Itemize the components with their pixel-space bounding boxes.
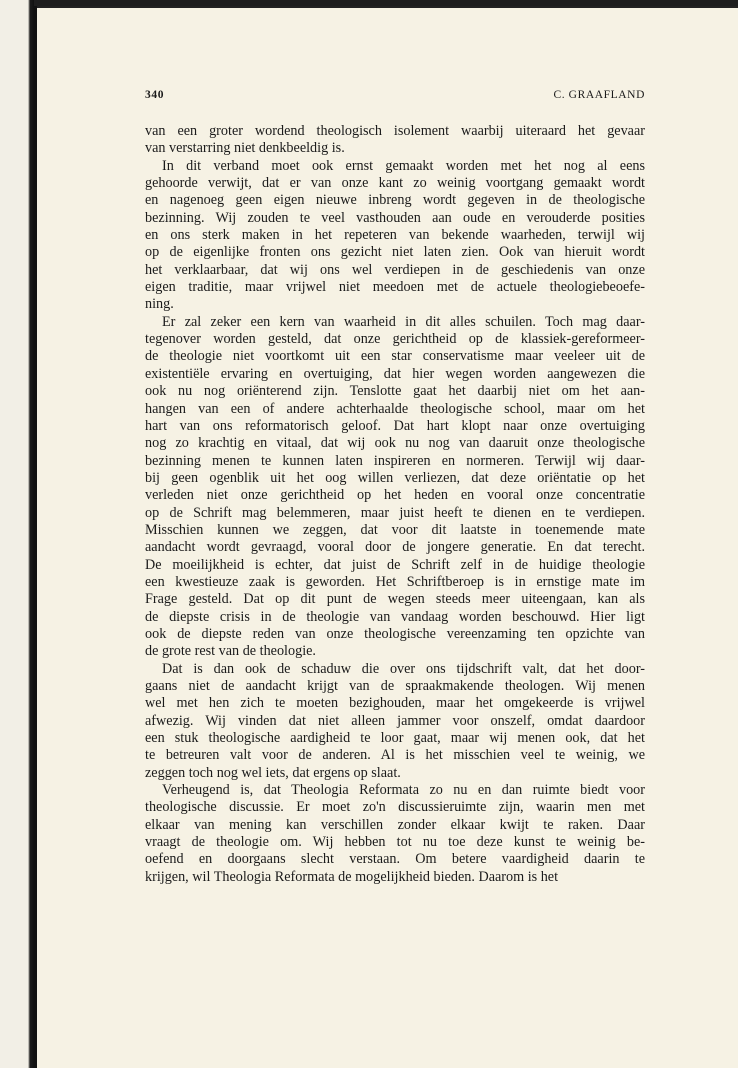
page-number: 340 (145, 89, 165, 101)
text-line: bij geen ogenblik uit het oog willen verliezen, dat deze oriëntatie op het (145, 469, 645, 486)
running-head (145, 89, 645, 107)
text-line: krijgen, wil Theologia Reformata de mogelijkheid bieden. Daarom is het (145, 868, 559, 885)
text-line: gaans niet de aandacht krijgt van de spraakmakende theologen. Wij menen (145, 678, 645, 694)
text-line: bezinning menen te kunnen laten inspireren en normeren. Terwijl wij daar- (145, 452, 645, 469)
text-line: de theologie niet voortkomt uit een star conservatisme maar veeleer uit de (145, 348, 645, 365)
text-line: nog zo krachtig en vitaal, dat wij ook nu nog van daaruit onze theologische (145, 435, 645, 452)
text-line: Frage gesteld. Dat op dit punt de wegen steeds meer uiteengaan, kan als (145, 591, 645, 608)
paragraph (145, 158, 645, 314)
text-line: hangen van een of andere achterhaalde theologische school, maar om het (145, 400, 645, 417)
text-line: wel met hen zich te moeten bezighouden, maar het omgekeerde is vrijwel (145, 695, 645, 712)
text-line: en nagenoeg geen eigen nieuwe inbreng wordt gegeven in de theologische (145, 192, 645, 209)
text-line: van verstarring niet denkbeeldig is. (145, 140, 345, 157)
text-line: existentiële ervaring en overtuiging, dat hier wegen worden aangewezen die (145, 365, 645, 382)
text-line: ook de diepste reden van onze theologische vereenzaming ten opzichte van (145, 625, 645, 642)
text-line: tegenover worden gesteld, dat onze gerichtheid op de klassiek-gereformeer- (145, 331, 645, 348)
text-line: theologische discussie. Er moet zo'n discussieruimte zijn, waarin men met (145, 799, 645, 816)
text-line: Misschien kunnen we zeggen, dat voor dit laatste in toenemende mate (145, 521, 645, 538)
text-line: zeggen toch nog wel iets, dat ergens op slaat. (145, 764, 401, 781)
text-line: vraagt de theologie om. Wij hebben tot nu toe deze kunst te weinig be- (145, 834, 645, 851)
text-line: afwezig. Wij vinden dat niet alleen jammer voor onszelf, omdat daardoor (145, 712, 645, 729)
text-line: eigen traditie, maar vrijwel niet meedoen met de actuele theologiebeoefe- (145, 279, 645, 296)
scan-border (0, 0, 34, 1068)
text-line: bezinning. Wij zouden te veel vasthouden aan oude en verouderde posities (145, 209, 645, 226)
text-line: de diepste crisis in de theologie van vandaag worden beschouwd. Hier ligt (145, 608, 645, 625)
paragraph (145, 782, 645, 886)
text-line: Verheugend is, dat Theologia Reformata zo nu en dan ruimte biedt voor (162, 782, 645, 799)
text-line: verleden niet onze gerichtheid op het heden en vooral onze concentratie (145, 487, 645, 504)
text-line: gehoorde verwijt, dat er van onze kant zo weinig voortgang gemaakt wordt (145, 175, 645, 192)
text-line: elkaar van mening kan verschillen zonder elkaar kwijt te raken. Daar (145, 816, 645, 833)
text-line: aandacht wordt gevraagd, vooral door de jongere generatie. En dat terecht. (145, 539, 645, 556)
text-line: te betreuren valt voor de anderen. Al is het misschien veel te weinig, we (145, 747, 645, 764)
text-line: In dit verband moet ook ernst gemaakt worden met het nog al eens (162, 157, 645, 174)
body-text (145, 123, 645, 886)
text-line: van een groter wordend theologisch isolement waarbij uiteraard het gevaar (145, 123, 645, 139)
text-line: en ons sterk maken in het repeteren van bekende waarheden, terwijl wij (145, 227, 645, 244)
text-line: Dat is dan ook de schaduw die over ons tijdschrift valt, dat het door- (162, 660, 645, 677)
paragraph (145, 123, 645, 158)
paragraph (145, 314, 645, 661)
text-line: hart van ons reformatorisch geloof. Dat hart klopt naar onze overtuiging (145, 417, 645, 434)
text-line: oefend en doorgaans slecht verstaan. Om betere vaardigheid daarin te (145, 851, 645, 868)
text-line: op de eigenlijke fronten ons gezicht niet laten zien. Ook van hieruit wordt (145, 244, 645, 261)
text-line: een kwestieuze zaak is geworden. Het Schriftberoep is in ernstige mate im (145, 573, 645, 590)
text-line: de grote rest van de theologie. (145, 643, 316, 660)
text-line: het verklaarbaar, dat wij ons wel verdiepen in de geschiedenis van onze (145, 261, 645, 278)
text-line: ook nu nog oriënterend zijn. Tenslotte gaat het daarbij niet om het aan- (145, 383, 645, 400)
running-head-author: C. GRAAFLAND (553, 89, 645, 101)
text-line: De moeilijkheid is echter, dat juist de Schrift zelf in de huidige theologie (145, 556, 645, 573)
text-line: een stuk theologische aardigheid te loor gaat, maar wij menen ook, dat het (145, 730, 645, 747)
text-line: op de Schrift mag belemmeren, maar juist heeft te dienen en te verdiepen. (145, 504, 645, 521)
text-line: Er zal zeker een kern van waarheid in dit alles schuilen. Toch mag daar- (162, 313, 645, 330)
text-line: ning. (145, 296, 174, 313)
paragraph (145, 661, 645, 782)
